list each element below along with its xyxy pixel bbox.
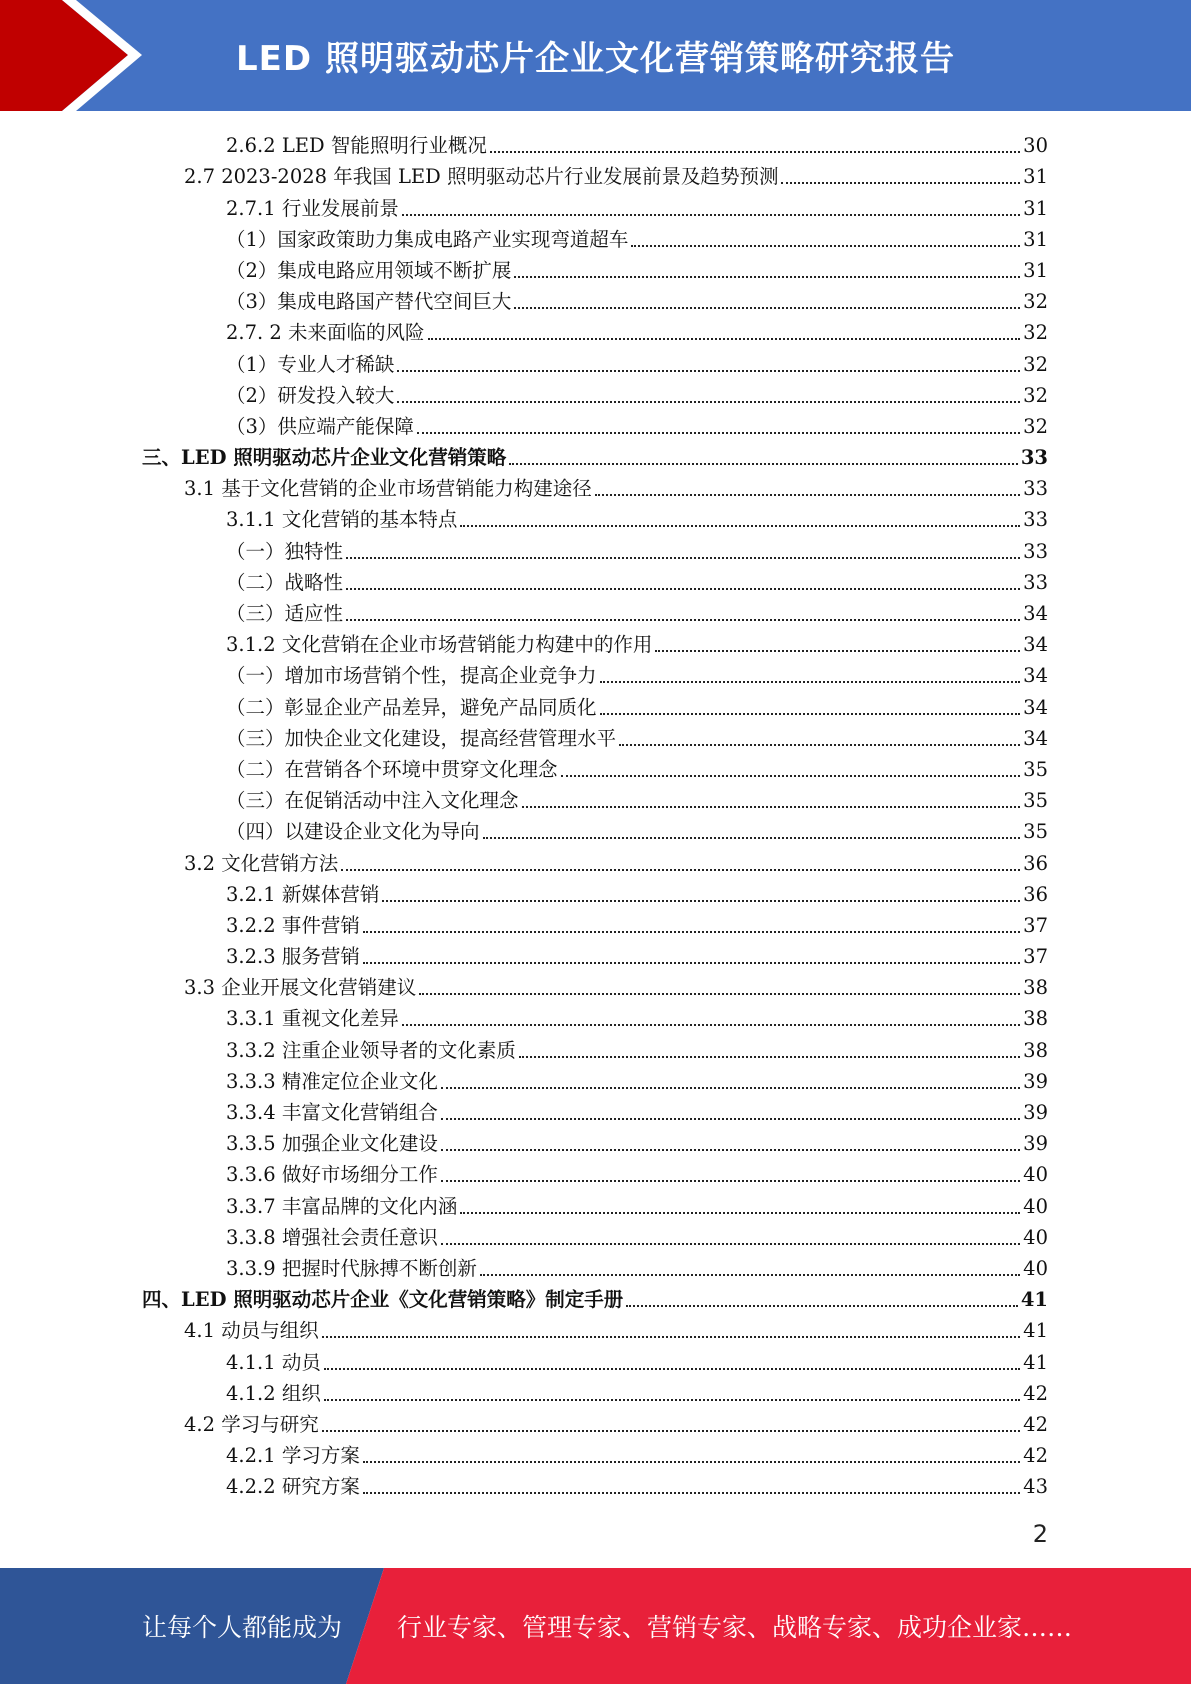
toc-entry[interactable] (142, 1094, 1048, 1125)
toc-entry-title: （3）集成电路国产替代空间巨大 (226, 290, 512, 314)
toc-entry-page: 32 (1023, 414, 1048, 438)
toc-entry[interactable] (142, 1468, 1048, 1499)
toc-dot-leader (655, 650, 1020, 652)
toc-entry[interactable] (142, 1031, 1048, 1062)
toc-entry[interactable] (142, 221, 1048, 252)
toc-dot-leader (341, 869, 1020, 871)
toc-entry-title: （二）战略性 (226, 570, 344, 594)
toc-entry-page: 36 (1023, 882, 1048, 906)
toc-entry-title: 3.3.3 精准定位企业文化 (226, 1069, 438, 1093)
toc-dot-leader (346, 588, 1020, 590)
toc-dot-leader (441, 1243, 1020, 1245)
toc-dot-leader (402, 1024, 1020, 1026)
toc-entry-page: 41 (1020, 1288, 1048, 1312)
toc-entry-page: 33 (1023, 539, 1048, 563)
toc-entry-page: 39 (1023, 1132, 1048, 1156)
toc-entry-page: 39 (1023, 1101, 1048, 1124)
footer-slogan-left: 让每个人都能成为 (142, 1613, 343, 1642)
toc-entry[interactable] (142, 439, 1048, 470)
toc-dot-leader (322, 1430, 1020, 1432)
toc-entry-page: 34 (1023, 695, 1048, 719)
toc-entry-page: 32 (1023, 383, 1048, 407)
toc-entry-title: 3.3.4 丰富文化营销组合 (226, 1101, 438, 1124)
toc-entry[interactable] (142, 532, 1048, 563)
toc-entry[interactable] (142, 1312, 1048, 1343)
toc-entry-page: 31 (1023, 165, 1048, 189)
toc-dot-leader (619, 744, 1020, 746)
toc-dot-leader (441, 1118, 1020, 1120)
toc-entry-page: 40 (1023, 1256, 1048, 1280)
toc-entry-title: 3.2.3 服务营销 (226, 945, 360, 969)
toc-dot-leader (322, 1336, 1020, 1338)
toc-dot-leader (483, 837, 1021, 839)
toc-dot-leader (363, 1492, 1020, 1494)
toc-entry-title: 3.2.2 事件营销 (226, 913, 360, 937)
toc-dot-leader (441, 1087, 1020, 1089)
toc-entry-title: 4.1.1 动员 (226, 1350, 321, 1374)
toc-entry[interactable] (142, 408, 1048, 439)
toc-entry-title: 3.3.5 加强企业文化建设 (226, 1132, 438, 1156)
toc-entry[interactable] (142, 345, 1048, 376)
toc-entry-title: （二）彰显企业产品差异，避免产品同质化 (226, 695, 597, 719)
toc-entry[interactable] (142, 844, 1048, 875)
toc-entry-page: 32 (1023, 352, 1048, 376)
toc-entry-title: 4.1 动员与组织 (184, 1319, 319, 1343)
toc-dot-leader (595, 494, 1020, 496)
toc-entry-title: （2）集成电路应用领域不断扩展 (226, 258, 512, 282)
toc-entry[interactable] (142, 501, 1048, 532)
toc-entry[interactable] (142, 688, 1048, 719)
toc-entry-page: 36 (1023, 851, 1048, 875)
toc-entry-page: 38 (1023, 976, 1048, 1000)
toc-dot-leader (397, 401, 1020, 403)
toc-entry-page: 31 (1023, 196, 1048, 220)
toc-dot-leader (428, 338, 1021, 340)
toc-entry-page: 40 (1023, 1225, 1048, 1249)
report-title: LED 照明驱动芯片企业文化营销策略研究报告 (236, 39, 955, 79)
toc-entry-title: （一）独特性 (226, 539, 344, 563)
toc-entry-page: 40 (1023, 1194, 1048, 1218)
toc-entry-page: 43 (1023, 1475, 1048, 1499)
toc-entry[interactable] (142, 470, 1048, 501)
toc-entry-page: 33 (1023, 570, 1048, 594)
toc-entry[interactable] (142, 377, 1048, 408)
toc-entry-title: （四）以建设企业文化为导向 (226, 820, 480, 844)
toc-dot-leader (561, 775, 1021, 777)
toc-dot-leader (417, 432, 1020, 434)
toc-entry-title: 3.2.1 新媒体营销 (226, 882, 380, 906)
toc-entry-page: 38 (1023, 1038, 1048, 1062)
toc-dot-leader (509, 463, 1018, 465)
toc-dot-leader (480, 1274, 1020, 1276)
toc-entry-title: （三）适应性 (226, 602, 344, 625)
toc-entry-title: （1）专业人才稀缺 (226, 352, 395, 376)
toc-entry-page: 31 (1023, 258, 1048, 282)
toc-entry-page: 42 (1023, 1381, 1048, 1405)
toc-entry-title: 4.2.1 学习方案 (226, 1444, 360, 1468)
toc-dot-leader (631, 245, 1020, 247)
toc-entry[interactable] (142, 1187, 1048, 1218)
toc-entry-page: 39 (1023, 1069, 1048, 1093)
toc-entry-title: 3.1.2 文化营销在企业市场营销能力构建中的作用 (226, 633, 653, 657)
toc-entry-page: 34 (1023, 664, 1048, 688)
toc-entry[interactable] (142, 907, 1048, 938)
toc-dot-leader (324, 1368, 1020, 1370)
toc-entry[interactable] (142, 1000, 1048, 1031)
toc-entry-title: 3.3.9 把握时代脉搏不断创新 (226, 1256, 477, 1280)
toc-entry[interactable] (142, 751, 1048, 782)
toc-entry[interactable] (142, 782, 1048, 813)
toc-entry[interactable] (142, 1250, 1048, 1281)
toc-entry-title: （3）供应端产能保障 (226, 414, 414, 438)
toc-entry-title: 3.3.1 重视文化差异 (226, 1007, 399, 1031)
toc-dot-leader (781, 182, 1020, 184)
toc-entry-page: 37 (1023, 945, 1048, 969)
toc-entry[interactable] (142, 876, 1048, 907)
toc-entry[interactable] (142, 1219, 1048, 1250)
toc-entry-title: 3.2 文化营销方法 (184, 851, 339, 875)
toc-entry[interactable] (142, 626, 1048, 657)
toc-entry-title: 3.3.8 增强社会责任意识 (226, 1225, 438, 1249)
toc-entry-page: 37 (1023, 913, 1048, 937)
toc-entry[interactable] (142, 1406, 1048, 1437)
toc-entry-page: 34 (1023, 726, 1048, 750)
toc-entry-page: 35 (1023, 789, 1048, 813)
toc-entry[interactable] (142, 252, 1048, 283)
toc-entry[interactable] (142, 1437, 1048, 1468)
toc-entry-title: 3.1.1 文化营销的基本特点 (226, 508, 458, 532)
page-number: 2 (1032, 1520, 1048, 1548)
toc-dot-leader (346, 619, 1020, 621)
toc-dot-leader (324, 1399, 1020, 1401)
toc-dot-leader (460, 525, 1020, 527)
toc-entry-title: （一）增加市场营销个性，提高企业竞争力 (226, 664, 597, 688)
toc-dot-leader (441, 1149, 1020, 1151)
toc-entry[interactable] (142, 1343, 1048, 1374)
toc-dot-leader (419, 993, 1020, 995)
toc-entry[interactable] (142, 595, 1048, 626)
toc-entry-page: 32 (1023, 290, 1048, 314)
toc-entry-title: 2.7 2023-2028 年我国 LED 照明驱动芯片行业发展前景及趋势预测 (184, 165, 779, 189)
toc-entry[interactable] (142, 1281, 1048, 1312)
toc-entry[interactable] (142, 564, 1048, 595)
toc-dot-leader (626, 1305, 1018, 1307)
toc-dot-leader (346, 557, 1020, 559)
toc-entry[interactable] (142, 189, 1048, 220)
toc-entry-title: 4.2.2 研究方案 (226, 1475, 360, 1499)
toc-entry-page: 31 (1023, 227, 1048, 251)
page-footer (0, 1568, 1191, 1684)
toc-entry-page: 34 (1023, 633, 1048, 657)
toc-entry[interactable] (142, 1125, 1048, 1156)
toc-entry[interactable] (142, 1156, 1048, 1187)
toc-dot-leader (514, 307, 1020, 309)
toc-dot-leader (490, 151, 1020, 153)
toc-entry[interactable] (142, 158, 1048, 189)
toc-entry-title: （二）在营销各个环境中贯穿文化理念 (226, 757, 558, 781)
toc-entry-title: 3.3.2 注重企业领导者的文化素质 (226, 1038, 516, 1062)
toc-entry-page: 42 (1023, 1412, 1048, 1436)
toc-entry[interactable] (142, 314, 1048, 345)
toc-dot-leader (397, 370, 1020, 372)
toc-dot-leader (600, 681, 1021, 683)
toc-entry-title: 2.7. 2 未来面临的风险 (226, 321, 425, 345)
toc-dot-leader (441, 1180, 1020, 1182)
toc-entry-title: 四、LED 照明驱动芯片企业《文化营销策略》制定手册 (142, 1288, 624, 1312)
toc-entry-title: 3.1 基于文化营销的企业市场营销能力构建途径 (184, 477, 592, 501)
toc-dot-leader (600, 713, 1021, 715)
toc-entry-page: 41 (1023, 1350, 1048, 1374)
toc-entry[interactable] (142, 938, 1048, 969)
toc-entry-title: 三、LED 照明驱动芯片企业文化营销策略 (142, 446, 507, 470)
toc-entry-title: 3.3.6 做好市场细分工作 (226, 1163, 438, 1187)
toc-dot-leader (363, 1461, 1020, 1463)
toc-entry-title: 4.2 学习与研究 (184, 1412, 319, 1436)
toc-entry-page: 33 (1020, 446, 1048, 470)
table-of-contents (142, 127, 1048, 1499)
toc-dot-leader (514, 276, 1020, 278)
toc-entry-title: （三）加快企业文化建设，提高经营管理水平 (226, 726, 617, 750)
toc-entry-page: 40 (1023, 1163, 1048, 1187)
toc-entry-page: 33 (1023, 508, 1048, 532)
toc-entry-page: 33 (1023, 477, 1048, 501)
toc-entry[interactable] (142, 813, 1048, 844)
toc-entry-page: 34 (1023, 602, 1048, 625)
toc-entry-title: （三）在促销活动中注入文化理念 (226, 789, 519, 813)
toc-entry[interactable] (142, 127, 1048, 158)
toc-entry-title: 2.7.1 行业发展前景 (226, 196, 399, 220)
toc-entry-page: 30 (1023, 134, 1048, 158)
toc-entry-page: 32 (1023, 321, 1048, 345)
toc-entry-title: 4.1.2 组织 (226, 1381, 321, 1405)
toc-entry-page: 38 (1023, 1007, 1048, 1031)
toc-dot-leader (519, 1056, 1020, 1058)
toc-entry[interactable] (142, 657, 1048, 688)
toc-entry[interactable] (142, 283, 1048, 314)
page-header (0, 0, 1191, 111)
toc-dot-leader (402, 214, 1020, 216)
toc-entry-title: （2）研发投入较大 (226, 383, 395, 407)
toc-entry[interactable] (142, 720, 1048, 751)
toc-entry-page: 35 (1023, 820, 1048, 844)
toc-dot-leader (522, 806, 1021, 808)
toc-entry-title: 2.6.2 LED 智能照明行业概况 (226, 134, 487, 158)
toc-entry-page: 41 (1023, 1319, 1048, 1343)
toc-entry-page: 42 (1023, 1444, 1048, 1468)
toc-entry[interactable] (142, 1063, 1048, 1094)
toc-entry[interactable] (142, 969, 1048, 1000)
toc-entry[interactable] (142, 1375, 1048, 1406)
toc-entry-page: 35 (1023, 757, 1048, 781)
toc-dot-leader (382, 900, 1020, 902)
toc-dot-leader (460, 1212, 1020, 1214)
toc-entry-title: （1）国家政策助力集成电路产业实现弯道超车 (226, 227, 629, 251)
toc-entry-title: 3.3 企业开展文化营销建议 (184, 976, 417, 1000)
header-arrow-icon (0, 0, 160, 111)
toc-entry-title: 3.3.7 丰富品牌的文化内涵 (226, 1194, 458, 1218)
footer-slogan-right: 行业专家、管理专家、营销专家、战略专家、成功企业家…… (397, 1613, 1073, 1642)
toc-dot-leader (363, 931, 1020, 933)
toc-dot-leader (363, 962, 1020, 964)
